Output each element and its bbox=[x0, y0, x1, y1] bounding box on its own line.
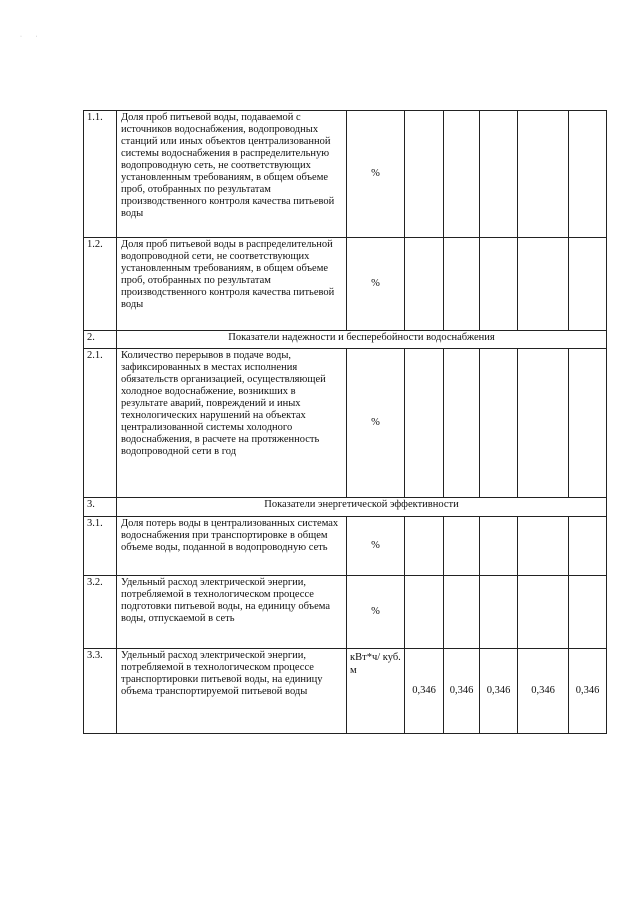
value-cell bbox=[569, 517, 607, 576]
value-cell bbox=[480, 576, 518, 649]
section-number: 2. bbox=[84, 331, 117, 349]
value-cell bbox=[405, 349, 444, 498]
section-title: Показатели надежности и бесперебойности водоснабжения bbox=[117, 331, 607, 349]
indicators-table bbox=[83, 110, 607, 734]
value-cell bbox=[444, 238, 480, 331]
value-cell bbox=[569, 576, 607, 649]
value-cell bbox=[518, 517, 569, 576]
section-row bbox=[84, 498, 607, 517]
value-cell bbox=[405, 238, 444, 331]
row-number: 3.1. bbox=[84, 517, 117, 576]
row-description: Удельный расход электрической энергии, потребляемой в технологическом процессе транспортировки питьевой воды, на единицу объема транспортируемой питьевой воды bbox=[117, 649, 347, 734]
row-description: Количество перерывов в подаче воды, зафиксированных в местах исполнения обязательств организацией, осуществляющей холодное водоснабжение, возникших в результате аварий, повреждений и иных технологических нарушений на объектах централизованной системы холодного водоснабжения, в расчете на протяженность водопроводной сети в год bbox=[117, 349, 347, 498]
row-number: 1.1. bbox=[84, 111, 117, 238]
value-cell bbox=[405, 111, 444, 238]
value-cell bbox=[444, 576, 480, 649]
value-cell bbox=[444, 517, 480, 576]
value-cell: 0,346 bbox=[405, 649, 444, 734]
section-number: 3. bbox=[84, 498, 117, 517]
value-cell: 0,346 bbox=[518, 649, 569, 734]
value-cell bbox=[569, 238, 607, 331]
table-row bbox=[84, 517, 607, 576]
value-cell bbox=[480, 349, 518, 498]
value-cell bbox=[518, 238, 569, 331]
row-unit: кВт*ч/ куб. м bbox=[347, 649, 405, 734]
value-cell bbox=[518, 111, 569, 238]
value-cell bbox=[444, 349, 480, 498]
row-unit: % bbox=[347, 576, 405, 649]
value-cell bbox=[405, 576, 444, 649]
value-cell bbox=[569, 111, 607, 238]
table-row bbox=[84, 111, 607, 238]
table-row bbox=[84, 238, 607, 331]
table-row bbox=[84, 576, 607, 649]
row-description: Доля проб питьевой воды, подаваемой с источников водоснабжения, водопроводных станций или иных объектов централизованной системы водоснабжения в распределительную водопроводную сеть, не соответствующих установленным требованиям, в общем объеме проб, отобранных по результатам производственного контроля качества питьевой воды bbox=[117, 111, 347, 238]
row-unit: % bbox=[347, 517, 405, 576]
row-number: 2.1. bbox=[84, 349, 117, 498]
value-cell bbox=[480, 517, 518, 576]
row-number: 3.2. bbox=[84, 576, 117, 649]
row-description: Удельный расход электрической энергии, потребляемой в технологическом процессе подготовки питьевой воды, на единицу объема воды, отпускаемой в сеть bbox=[117, 576, 347, 649]
row-unit: % bbox=[347, 349, 405, 498]
value-cell bbox=[518, 349, 569, 498]
row-description: Доля проб питьевой воды в распределительной водопроводной сети, не соответствующих установленным требованиям, в общем объеме проб, отобранных по результатам производственного контроля качества питьевой воды bbox=[117, 238, 347, 331]
value-cell bbox=[480, 238, 518, 331]
row-number: 1.2. bbox=[84, 238, 117, 331]
value-cell bbox=[518, 576, 569, 649]
row-description: Доля потерь воды в централизованных системах водоснабжения при транспортировке в общем объеме воды, поданной в водопроводную сеть bbox=[117, 517, 347, 576]
section-row bbox=[84, 331, 607, 349]
value-cell bbox=[569, 349, 607, 498]
row-number: 3.3. bbox=[84, 649, 117, 734]
value-cell: 0,346 bbox=[444, 649, 480, 734]
value-cell: 0,346 bbox=[569, 649, 607, 734]
row-unit: % bbox=[347, 238, 405, 331]
value-cell: 0,346 bbox=[480, 649, 518, 734]
table-row bbox=[84, 349, 607, 498]
row-unit: % bbox=[347, 111, 405, 238]
page-corner-mark: · · bbox=[20, 34, 44, 40]
value-cell bbox=[444, 111, 480, 238]
value-cell bbox=[405, 517, 444, 576]
table-row bbox=[84, 649, 607, 734]
section-title: Показатели энергетической эффективности bbox=[117, 498, 607, 517]
value-cell bbox=[480, 111, 518, 238]
